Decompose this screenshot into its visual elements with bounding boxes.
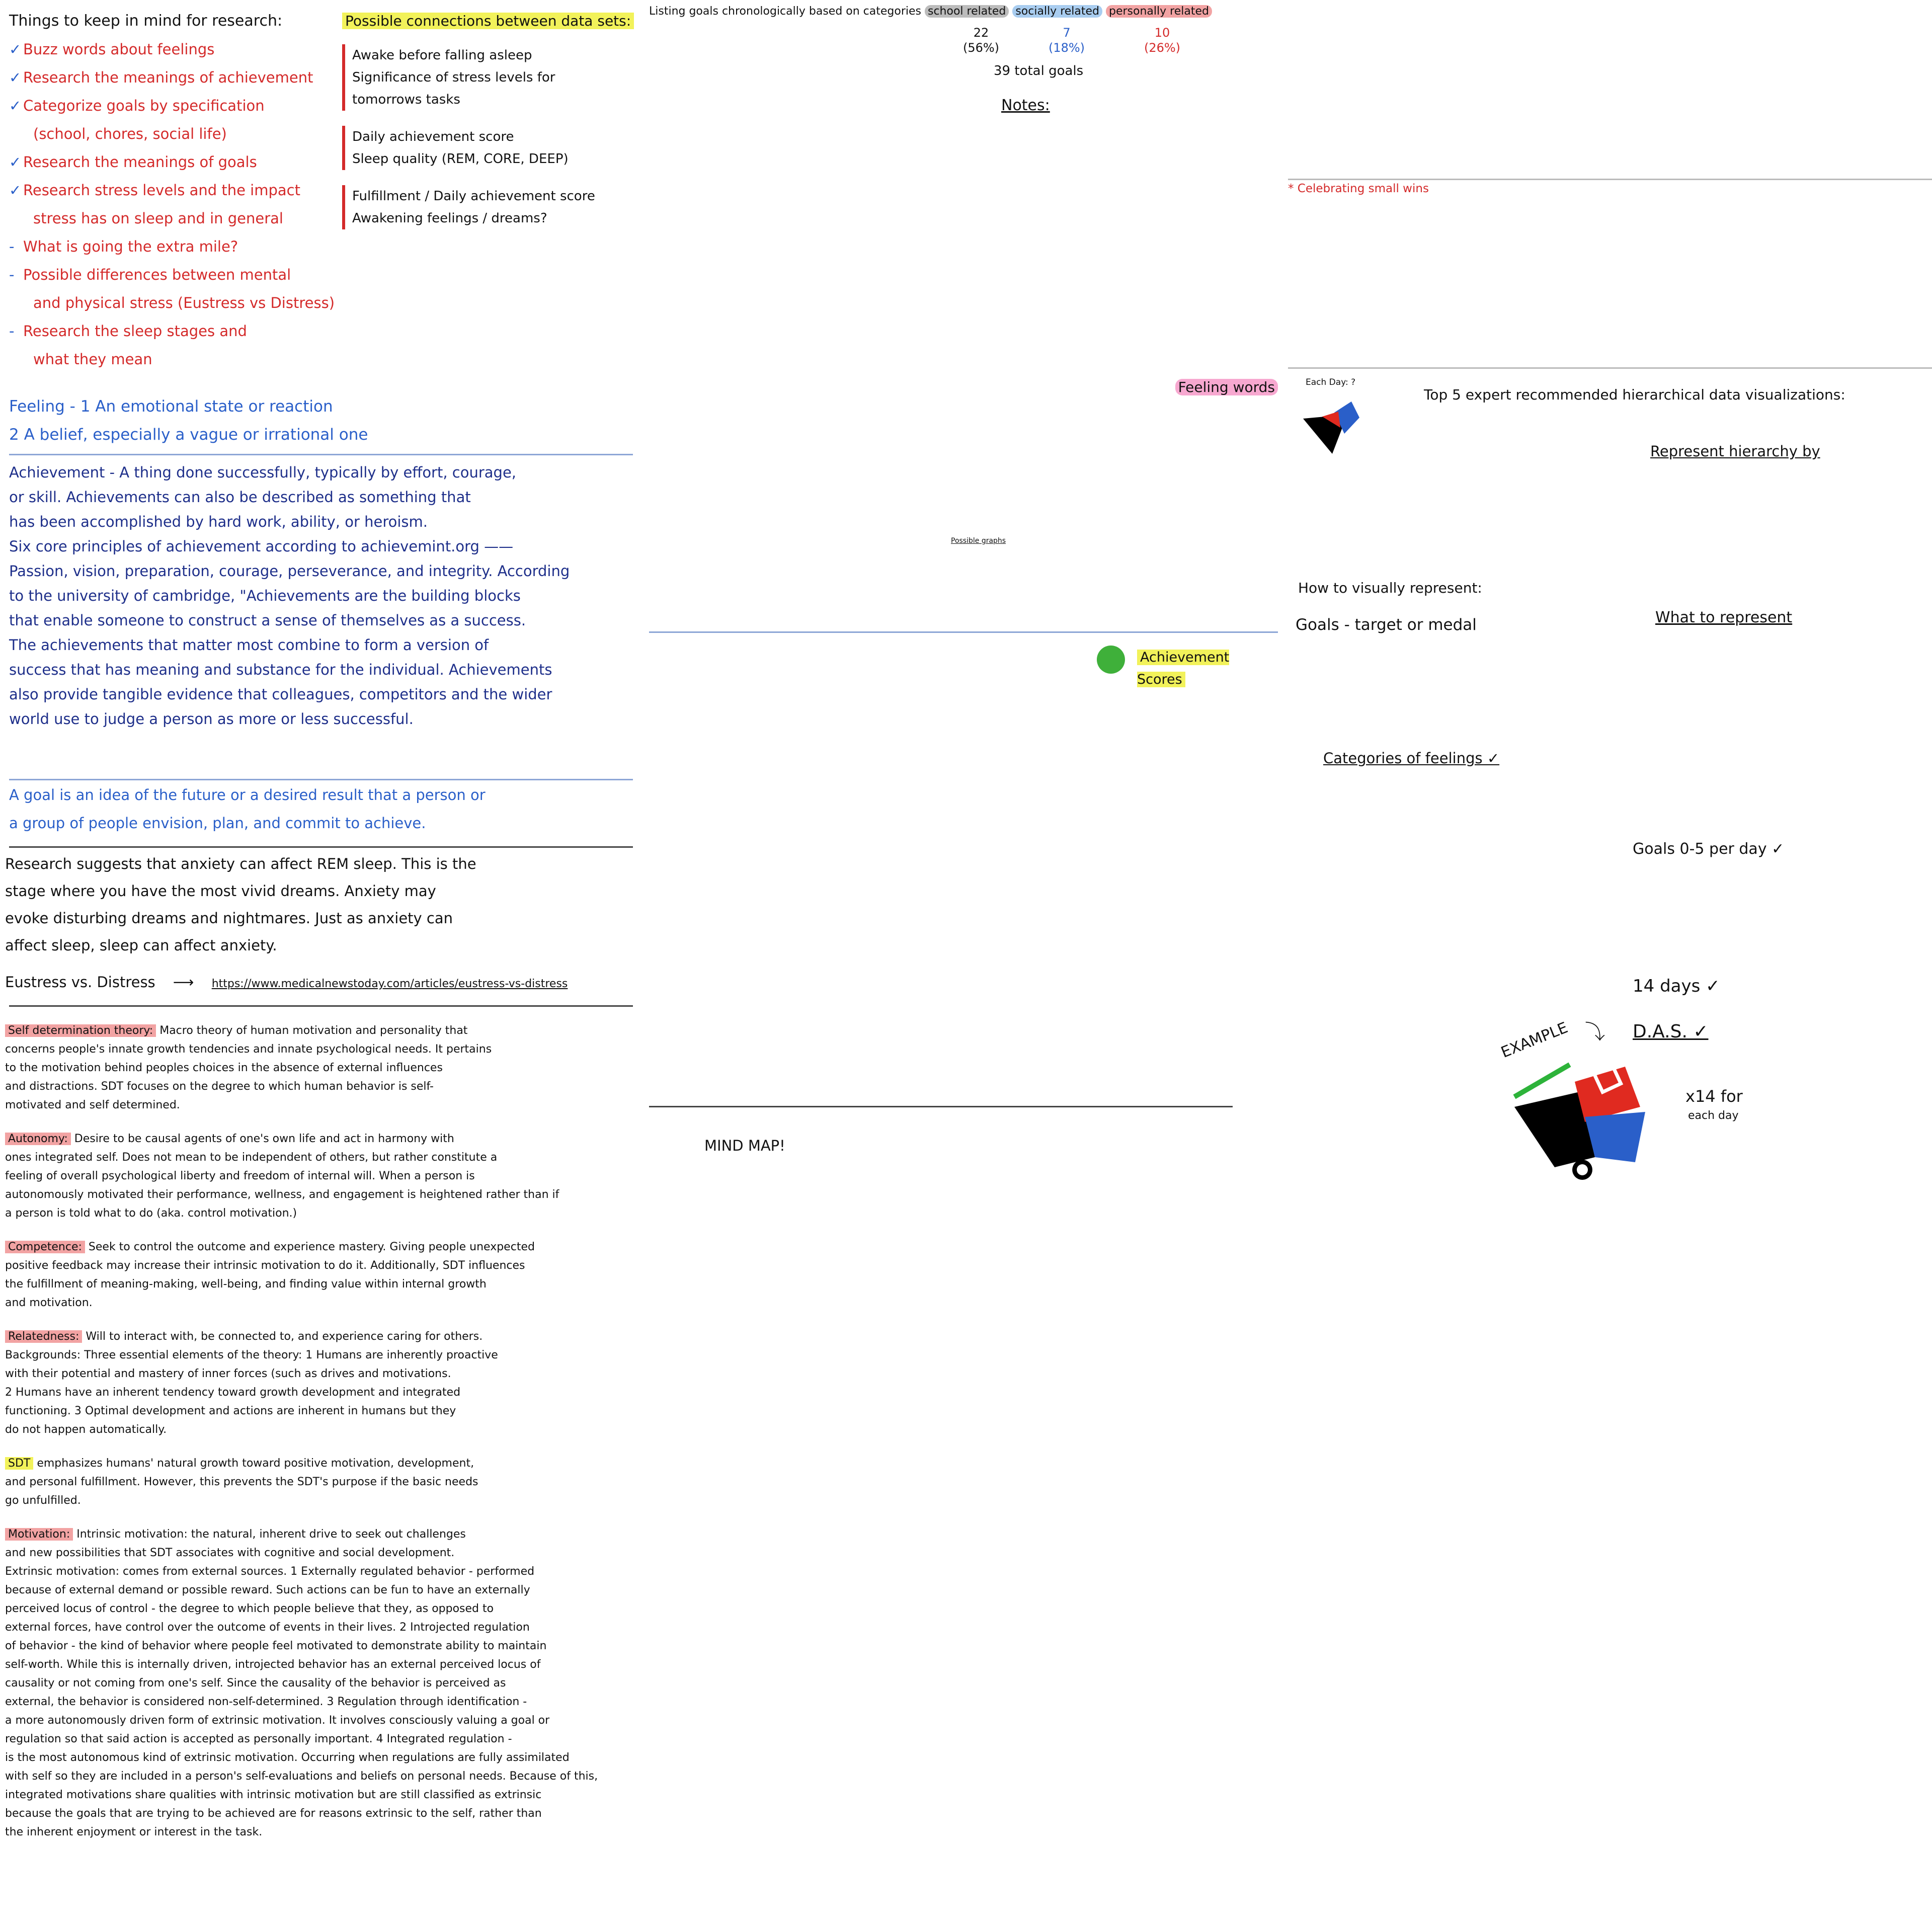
example-label: EXAMPLE	[1498, 1019, 1571, 1062]
connection-item: tomorrows tasks	[352, 92, 460, 107]
example-glyph	[1509, 1062, 1670, 1197]
text-line: world use to judge a person as more or less successful.	[9, 710, 414, 728]
check-icon: ✓	[9, 182, 22, 199]
text-line: or skill. Achievements can also be described as something that	[9, 489, 471, 506]
text-line: 2 A belief, especially a vague or irrational one	[9, 426, 368, 444]
sdt-text: do not happen automatically.	[5, 1423, 167, 1436]
text-line: also provide tangible evidence that colleagues, competitors and the wider	[9, 686, 552, 703]
x14-label: x14 for	[1685, 1087, 1743, 1106]
research-title: Things to keep in mind for research:	[9, 12, 283, 30]
sdt-first-line	[5, 1238, 639, 1256]
feeling-definition	[9, 392, 633, 449]
sdt-text: Seek to control the outcome and experience mastery. Giving people unexpected	[88, 1241, 535, 1253]
sdt-text: of behavior - the kind of behavior where people feel motivated to demonstrate ability to maintain	[5, 1640, 547, 1652]
sdt-text: perceived locus of control - the degree to which people believe that they, as opposed to	[5, 1602, 494, 1615]
sdt-text: feeling of overall psychological liberty and freedom of internal will. When a person is	[5, 1170, 475, 1182]
das-label: D.A.S. ✓	[1633, 1021, 1709, 1042]
how-title: How to visually represent:	[1298, 580, 1482, 596]
sleep-research	[5, 850, 639, 959]
sdt-term: Motivation:	[5, 1528, 73, 1541]
notes-title: Notes:	[1001, 97, 1050, 114]
sdt-text: because the goals that are trying to be achieved are for reasons extrinsic to the self, rather than	[5, 1807, 542, 1820]
sdt-first-line	[5, 1021, 639, 1040]
check-icon: ✓	[9, 69, 22, 86]
sdt-text: with their potential and mastery of inner forces (such as drives and motivations.	[5, 1367, 451, 1380]
feeling-words-table	[1142, 377, 1278, 397]
research-item-text: stress has on sleep and in general	[33, 210, 283, 227]
research-item	[9, 289, 623, 317]
sdt-term: Competence:	[5, 1241, 85, 1253]
achievement-scores-title: Achievement Scores	[1137, 650, 1230, 687]
sdt-text: integrated motivations share qualities with intrinsic motivation but are still classified as extrinsic	[5, 1789, 542, 1801]
research-item-text: Categorize goals by specification	[23, 97, 265, 114]
green-dot-marker	[1097, 646, 1125, 674]
sdt-section	[5, 1238, 639, 1312]
sdt-first-line	[5, 1525, 639, 1544]
text-line: affect sleep, sleep can affect anxiety.	[5, 937, 277, 954]
sdt-text: Macro theory of human motivation and personality that	[159, 1024, 468, 1037]
sdt-text: emphasizes humans' natural growth toward positive motivation, development,	[37, 1457, 474, 1470]
sdt-text: the inherent enjoyment or interest in the task.	[5, 1826, 263, 1838]
what-title: What to represent	[1655, 609, 1793, 626]
connection-item: Significance of stress levels for	[352, 70, 555, 85]
sdt-text: and distractions. SDT focuses on the degree to which human behavior is self-	[5, 1080, 434, 1093]
research-item	[9, 345, 623, 373]
text-line: Research suggests that anxiety can affect REM sleep. This is the	[5, 855, 476, 872]
check-icon: ✓	[9, 153, 22, 171]
research-item-text: (school, chores, social life)	[33, 125, 227, 142]
each-day-label: Each Day: ?	[1306, 377, 1356, 387]
sdt-text: functioning. 3 Optimal development and actions are inherent in humans but they	[5, 1405, 456, 1417]
possible-graphs-note: Possible graphs	[951, 537, 1006, 545]
sdt-text: motivated and self determined.	[5, 1099, 180, 1111]
sdt-text: Will to interact with, be connected to, and experience caring for others.	[86, 1330, 483, 1343]
count-social: 7 (18%)	[1048, 26, 1085, 55]
sdt-text: go unfulfilled.	[5, 1494, 81, 1507]
connection-group	[342, 126, 644, 170]
sdt-term: SDT	[5, 1457, 33, 1470]
sdt-text: ones integrated self. Does not mean to be independent of others, but rather constitute a	[5, 1151, 498, 1164]
text-line: Feeling - 1 An emotional state or reaction	[9, 397, 333, 416]
sdt-text: causality or not coming from one's self. Since the causality of the behavior is perceived as	[5, 1677, 506, 1689]
research-item	[9, 261, 623, 289]
text-line: evoke disturbing dreams and nightmares. Just as anxiety can	[5, 910, 453, 927]
text-line: has been accomplished by hard work, ability, or heroism.	[9, 513, 428, 530]
text-line: a group of people envision, plan, and commit to achieve.	[9, 815, 426, 832]
sdt-text: self-worth. While this is internally driven, introjected behavior has an external perceived locus of	[5, 1658, 541, 1671]
sdt-text: Backgrounds: Three essential elements of the theory: 1 Humans are inherently proactive	[5, 1349, 498, 1361]
sdt-section	[5, 1130, 639, 1223]
text-line: A goal is an idea of the future or a desired result that a person or	[9, 786, 486, 803]
sdt-section	[5, 1454, 639, 1510]
sdt-text: external, the behavior is considered non-self-determined. 3 Regulation through identification -	[5, 1696, 527, 1708]
text-line: success that has meaning and substance for the individual. Achievements	[9, 661, 552, 678]
text-line: Achievement - A thing done successfully, typically by effort, courage,	[9, 464, 517, 481]
research-item-text: What is going the extra mile?	[23, 238, 238, 255]
sdt-text: a person is told what to do (aka. control motivation.)	[5, 1207, 297, 1220]
sdt-text: and motivation.	[5, 1297, 93, 1309]
feeling-words-title: Feeling words	[1175, 379, 1278, 395]
sdt-text: because of external demand or possible reward. Such actions can be fun to have an externally	[5, 1584, 530, 1596]
sdt-text: positive feedback may increase their intrinsic motivation to do it. Additionally, SDT influences	[5, 1259, 525, 1272]
fourteen-days: 14 days ✓	[1633, 976, 1720, 996]
sdt-text: autonomously motivated their performance, wellness, and engagement is heightened rather than if	[5, 1188, 559, 1201]
sdt-text: concerns people's innate growth tendencies and innate psychological needs. It pertains	[5, 1043, 492, 1056]
category-social: socially related	[1012, 5, 1102, 18]
sdt-term: Self determination theory:	[5, 1024, 156, 1037]
sdt-text: is the most autonomous kind of extrinsic motivation. Occurring when regulations are fully assimilated	[5, 1751, 570, 1764]
research-item-text: Research stress levels and the impact	[23, 182, 300, 199]
categories-title: Categories of feelings ✓	[1323, 750, 1500, 767]
sdt-section	[5, 1327, 639, 1439]
check-icon: -	[9, 323, 15, 340]
research-item-text: and physical stress (Eustress vs Distress)	[33, 294, 335, 311]
sdt-term: Relatedness:	[5, 1330, 82, 1343]
text-line: Six core principles of achievement according to achievemint.org ——	[9, 538, 514, 555]
example-arrow-icon: ⤵	[1585, 1021, 1605, 1044]
small-wins-title: * Celebrating small wins	[1288, 182, 1429, 195]
sdt-text: Intrinsic motivation: the natural, inherent drive to seek out challenges	[76, 1528, 466, 1541]
sdt-text: regulation so that said action is accepted as personally important. 4 Integrated regulation -	[5, 1733, 512, 1745]
connections-groups	[342, 44, 644, 229]
sdt-text: Desire to be causal agents of one's own life and act in harmony with	[74, 1133, 454, 1145]
sdt-text: and personal fulfillment. However, this prevents the SDT's purpose if the basic needs	[5, 1476, 478, 1488]
sdt-first-line	[5, 1130, 639, 1148]
total-goals: 39 total goals	[994, 63, 1084, 78]
text-line: stage where you have the most vivid dreams. Anxiety may	[5, 882, 436, 900]
sdt-notes	[5, 1021, 639, 1857]
hierarchy-title: Represent hierarchy by	[1650, 443, 1820, 460]
top5-title: Top 5 expert recommended hierarchical data visualizations:	[1424, 386, 1845, 403]
eustress-row: Eustress vs. Distress ⟶ https://www.medicalnewstoday.com/articles/eustress-vs-distress	[5, 974, 568, 991]
research-item-text: what they mean	[33, 351, 152, 368]
sdt-text: with self so they are included in a person's self-evaluations and beliefs on personal needs. Because of this,	[5, 1770, 598, 1783]
connection-item: Sleep quality (REM, CORE, DEEP)	[352, 151, 569, 167]
sdt-first-line	[5, 1327, 639, 1346]
sdt-section	[5, 1525, 639, 1841]
sdt-section	[5, 1021, 639, 1114]
sdt-text: 2 Humans have an inherent tendency toward growth development and integrated	[5, 1386, 461, 1399]
mind-maps	[679, 1132, 1323, 1917]
research-item-text: Buzz words about feelings	[23, 41, 215, 58]
count-school: 22 (56%)	[962, 26, 1000, 55]
goals-per-day: Goals 0-5 per day ✓	[1633, 840, 1785, 858]
sdt-first-line	[5, 1454, 639, 1473]
check-icon: ✓	[9, 97, 22, 114]
mindmap-title: MIND MAP!	[704, 1137, 785, 1154]
each-day-text: each day	[1688, 1109, 1739, 1122]
sdt-text: the fulfillment of meaning-making, well-being, and finding value within internal growth	[5, 1278, 487, 1291]
research-item	[9, 317, 623, 345]
connections-title: Possible connections between data sets:	[342, 13, 634, 29]
connection-item: Fulfillment / Daily achievement score	[352, 189, 595, 204]
text-line: The achievements that matter most combine to form a version of	[9, 636, 489, 654]
research-item-text: Research the meanings of goals	[23, 153, 257, 171]
sdt-text: to the motivation behind peoples choices in the absence of external influences	[5, 1062, 443, 1074]
check-icon: ✓	[9, 41, 22, 58]
goal-definition	[9, 781, 643, 837]
sdt-text: a more autonomously driven form of extrinsic motivation. It involves consciously valuing a goal or	[5, 1714, 550, 1727]
text-line: that enable someone to construct a sense of themselves as a success.	[9, 612, 526, 629]
sdt-text: external forces, have control over the outcome of events in their lives. 2 Introjected regulation	[5, 1621, 530, 1634]
connections-notes	[342, 7, 644, 245]
text-line: Passion, vision, preparation, courage, perseverance, and integrity. According	[9, 562, 570, 580]
text-line: to the university of cambridge, "Achievements are the building blocks	[9, 587, 521, 604]
connection-item: Daily achievement score	[352, 129, 514, 144]
eustress-label: Eustress vs. Distress	[5, 974, 155, 991]
each-day-glyph	[1303, 397, 1379, 463]
goals-header-prefix: Listing goals chronologically based on categories	[649, 5, 921, 18]
connection-item: Awake before falling asleep	[352, 48, 532, 63]
check-icon: -	[9, 238, 15, 255]
achievement-definition	[9, 460, 643, 732]
count-personal: 10 (26%)	[1144, 26, 1181, 55]
sdt-text: and new possibilities that SDT associates with cognitive and social development.	[5, 1547, 455, 1559]
eustress-link[interactable]: https://www.medicalnewstoday.com/articles/eustress-vs-distress	[211, 978, 568, 990]
connection-item: Awakening feelings / dreams?	[352, 211, 547, 226]
notes-panel	[1001, 96, 1283, 116]
connection-group	[342, 185, 644, 229]
category-personal: personally related	[1106, 5, 1212, 18]
goals-header	[649, 5, 1268, 18]
category-school: school related	[925, 5, 1009, 18]
sdt-text: Extrinsic motivation: comes from external sources. 1 Externally regulated behavior - performed	[5, 1565, 535, 1578]
check-icon: -	[9, 266, 15, 283]
connection-group	[342, 44, 644, 111]
research-item-text: Research the sleep stages and	[23, 323, 247, 340]
how-text: Goals - target or medal	[1296, 616, 1477, 634]
research-item-text: Possible differences between mental	[23, 266, 291, 283]
research-item-text: Research the meanings of achievement	[23, 69, 313, 86]
sdt-term: Autonomy:	[5, 1133, 71, 1145]
